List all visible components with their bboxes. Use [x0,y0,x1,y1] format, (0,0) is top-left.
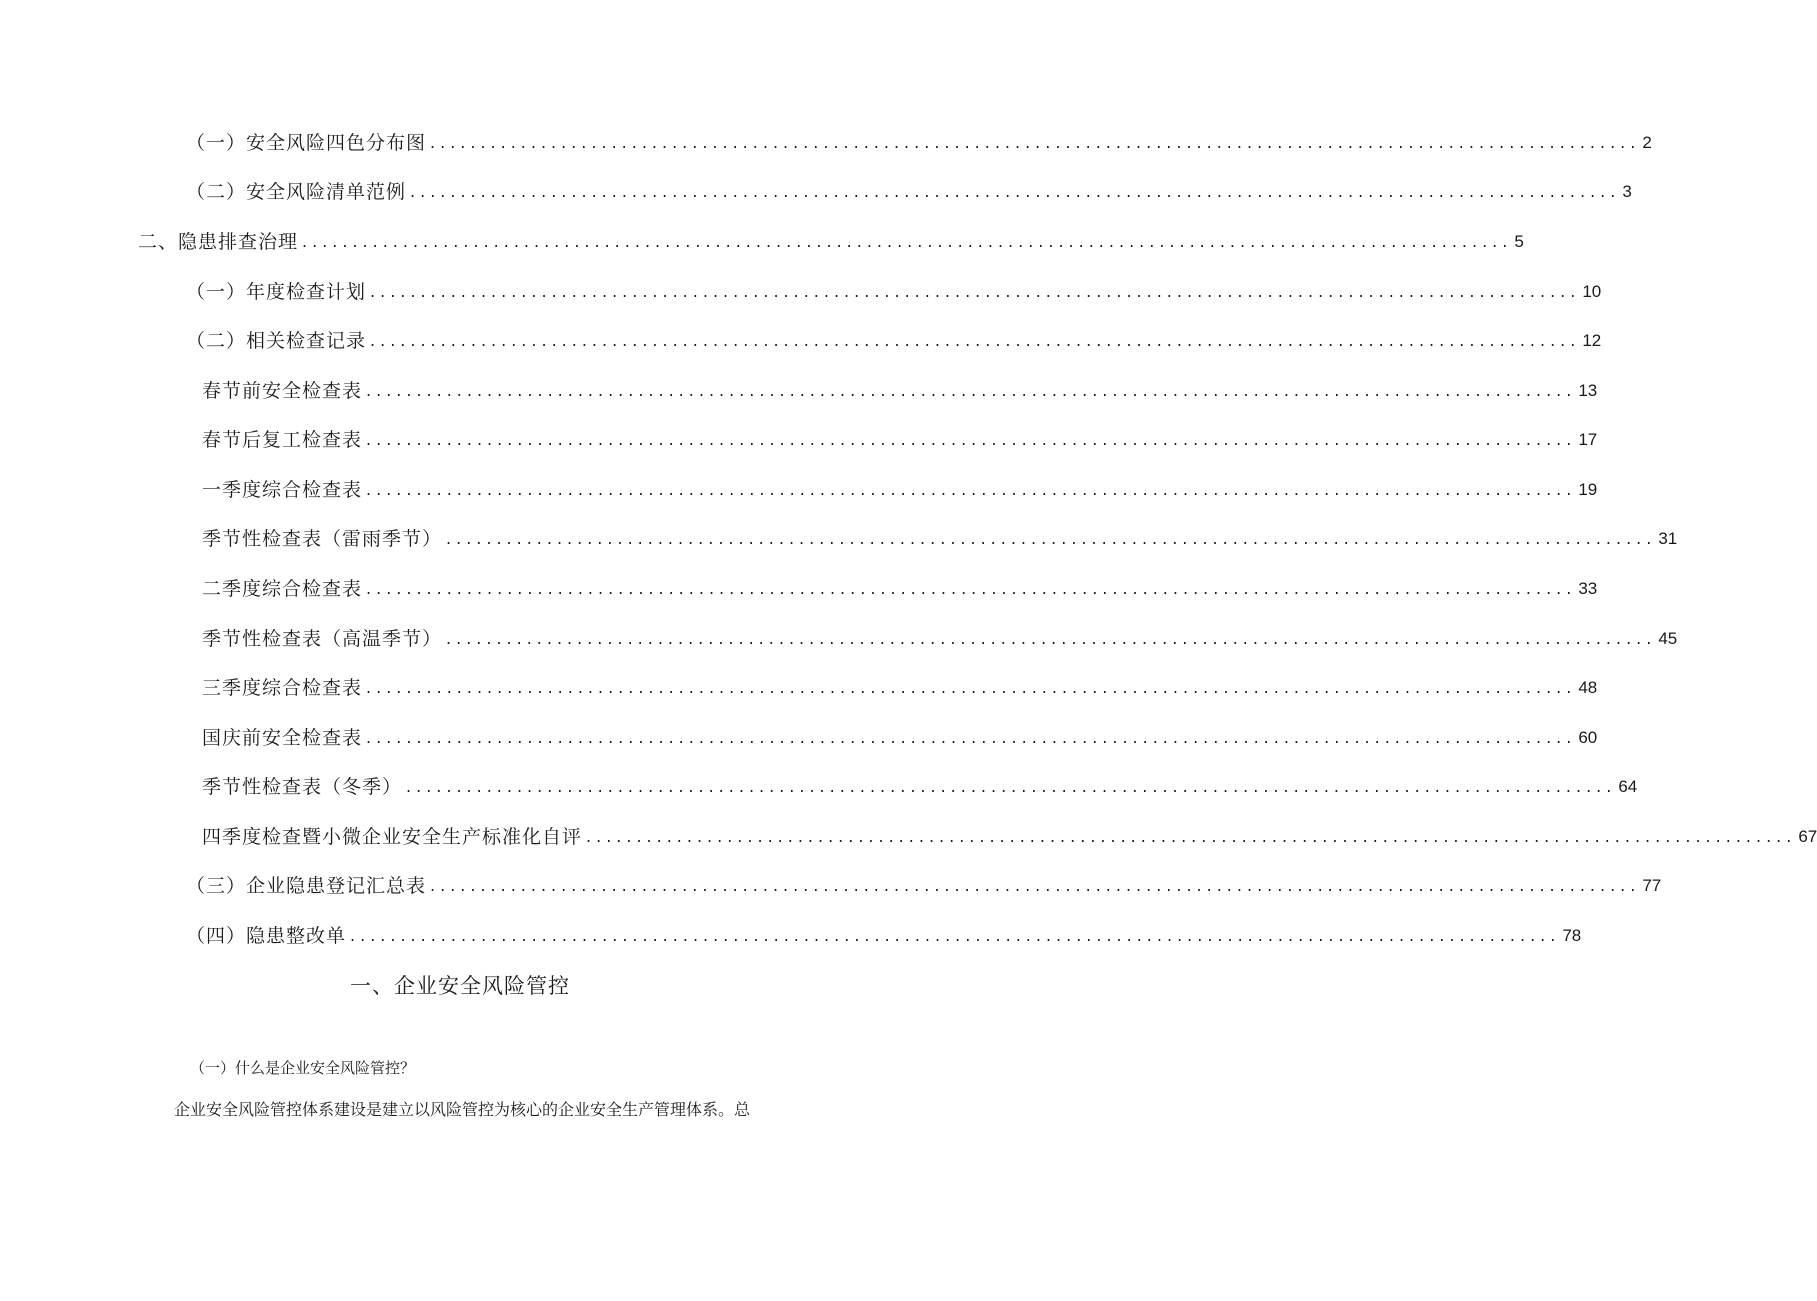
toc-entry[interactable] [202,624,1678,654]
toc-page-number: 2 [1642,133,1652,152]
toc-leader-dots: ........................................................................................................................ [370,282,1581,301]
toc-page-number: 45 [1658,629,1678,648]
toc-page-number: 13 [1578,381,1598,400]
toc-entry-label: 国庆前安全检查表 [202,727,363,749]
toc-entry[interactable] [202,574,1598,604]
toc-entry-label: （三）企业隐患登记汇总表 [186,875,427,897]
toc-entry[interactable] [202,376,1598,406]
toc-entry-label: 季节性检查表（冬季） [202,776,403,798]
toc-entry[interactable] [202,475,1598,505]
toc-page-number: 10 [1582,282,1602,301]
toc-entry-label: （二）安全风险清单范例 [186,181,407,203]
toc-entry[interactable] [202,723,1598,753]
toc-leader-dots: ........................................................................................................................ [446,529,1657,548]
toc-entry-label: 二、隐患排查治理 [138,231,299,253]
toc-page-number: 67 [1798,827,1817,846]
toc-page-number: 77 [1642,876,1662,895]
toc-entry-label: 春节前安全检查表 [202,380,363,402]
toc-entry-label: （四）隐患整改单 [186,925,347,947]
toc-page-number: 19 [1578,480,1598,499]
toc-page-number: 48 [1578,678,1598,697]
toc-entry[interactable] [138,227,1524,257]
toc-page-number: 5 [1514,232,1524,251]
toc-leader-dots: ........................................................................................................................ [586,827,1797,846]
toc-entry-label: 二季度综合检查表 [202,578,363,600]
toc-entry[interactable] [186,871,1662,901]
toc-entry-label: （一）安全风险四色分布图 [186,132,427,154]
toc-leader-dots: ........................................................................................................................ [446,629,1657,648]
toc-leader-dots: ........................................................................................................................ [370,331,1581,350]
toc-entry[interactable] [202,772,1638,802]
toc-leader-dots: ........................................................................................................................ [366,480,1577,499]
toc-leader-dots: ........................................................................................................................ [406,777,1617,796]
toc-leader-dots: ........................................................................................................................ [366,430,1577,449]
toc-entry-label: 四季度检查暨小微企业安全生产标准化自评 [202,826,583,848]
toc-leader-dots: ........................................................................................................................ [366,728,1577,747]
toc-entry-label: 季节性检查表（高温季节） [202,628,443,650]
toc-leader-dots: ........................................................................................................................ [302,232,1513,251]
toc-entry[interactable] [202,673,1598,703]
toc-entry[interactable] [202,524,1678,554]
toc-entry[interactable] [186,177,1632,207]
toc-page-number: 64 [1618,777,1638,796]
toc-entry-label: （二）相关检查记录 [186,330,367,352]
toc-page-number: 31 [1658,529,1678,548]
toc-entry[interactable] [202,425,1598,455]
toc-page-number: 3 [1622,182,1632,201]
toc-entry[interactable] [186,277,1602,307]
toc-page-number: 78 [1562,926,1582,945]
toc-leader-dots: ........................................................................................................................ [366,381,1577,400]
body-paragraph: 企业安全风险管控体系建设是建立以风险管控为核心的企业安全生产管理体系。总 [174,1100,751,1119]
sub-heading: （一）什么是企业安全风险管控？ [190,1059,416,1077]
toc-entry[interactable] [186,326,1602,356]
toc-page-number: 33 [1578,579,1598,598]
toc-leader-dots: ........................................................................................................................ [430,876,1641,895]
toc-entry-label: （一）年度检查计划 [186,281,367,303]
toc-leader-dots: ........................................................................................................................ [366,579,1577,598]
toc-entry-label: 季节性检查表（雷雨季节） [202,528,443,550]
toc-entry[interactable] [186,921,1582,951]
toc-entry-label: 三季度综合检查表 [202,677,363,699]
toc-leader-dots: ........................................................................................................................ [430,133,1641,152]
toc-page-number: 60 [1578,728,1598,747]
toc-leader-dots: ........................................................................................................................ [350,926,1561,945]
toc-entry[interactable] [202,822,1817,852]
toc-leader-dots: ........................................................................................................................ [410,182,1621,201]
section-heading: 一、企业安全风险管控 [350,974,570,998]
toc-entry-label: 春节后复工检查表 [202,429,363,451]
toc-leader-dots: ........................................................................................................................ [366,678,1577,697]
toc-page-number: 12 [1582,331,1602,350]
toc-page-number: 17 [1578,430,1598,449]
toc-entry[interactable] [186,128,1652,158]
toc-entry-label: 一季度综合检查表 [202,479,363,501]
